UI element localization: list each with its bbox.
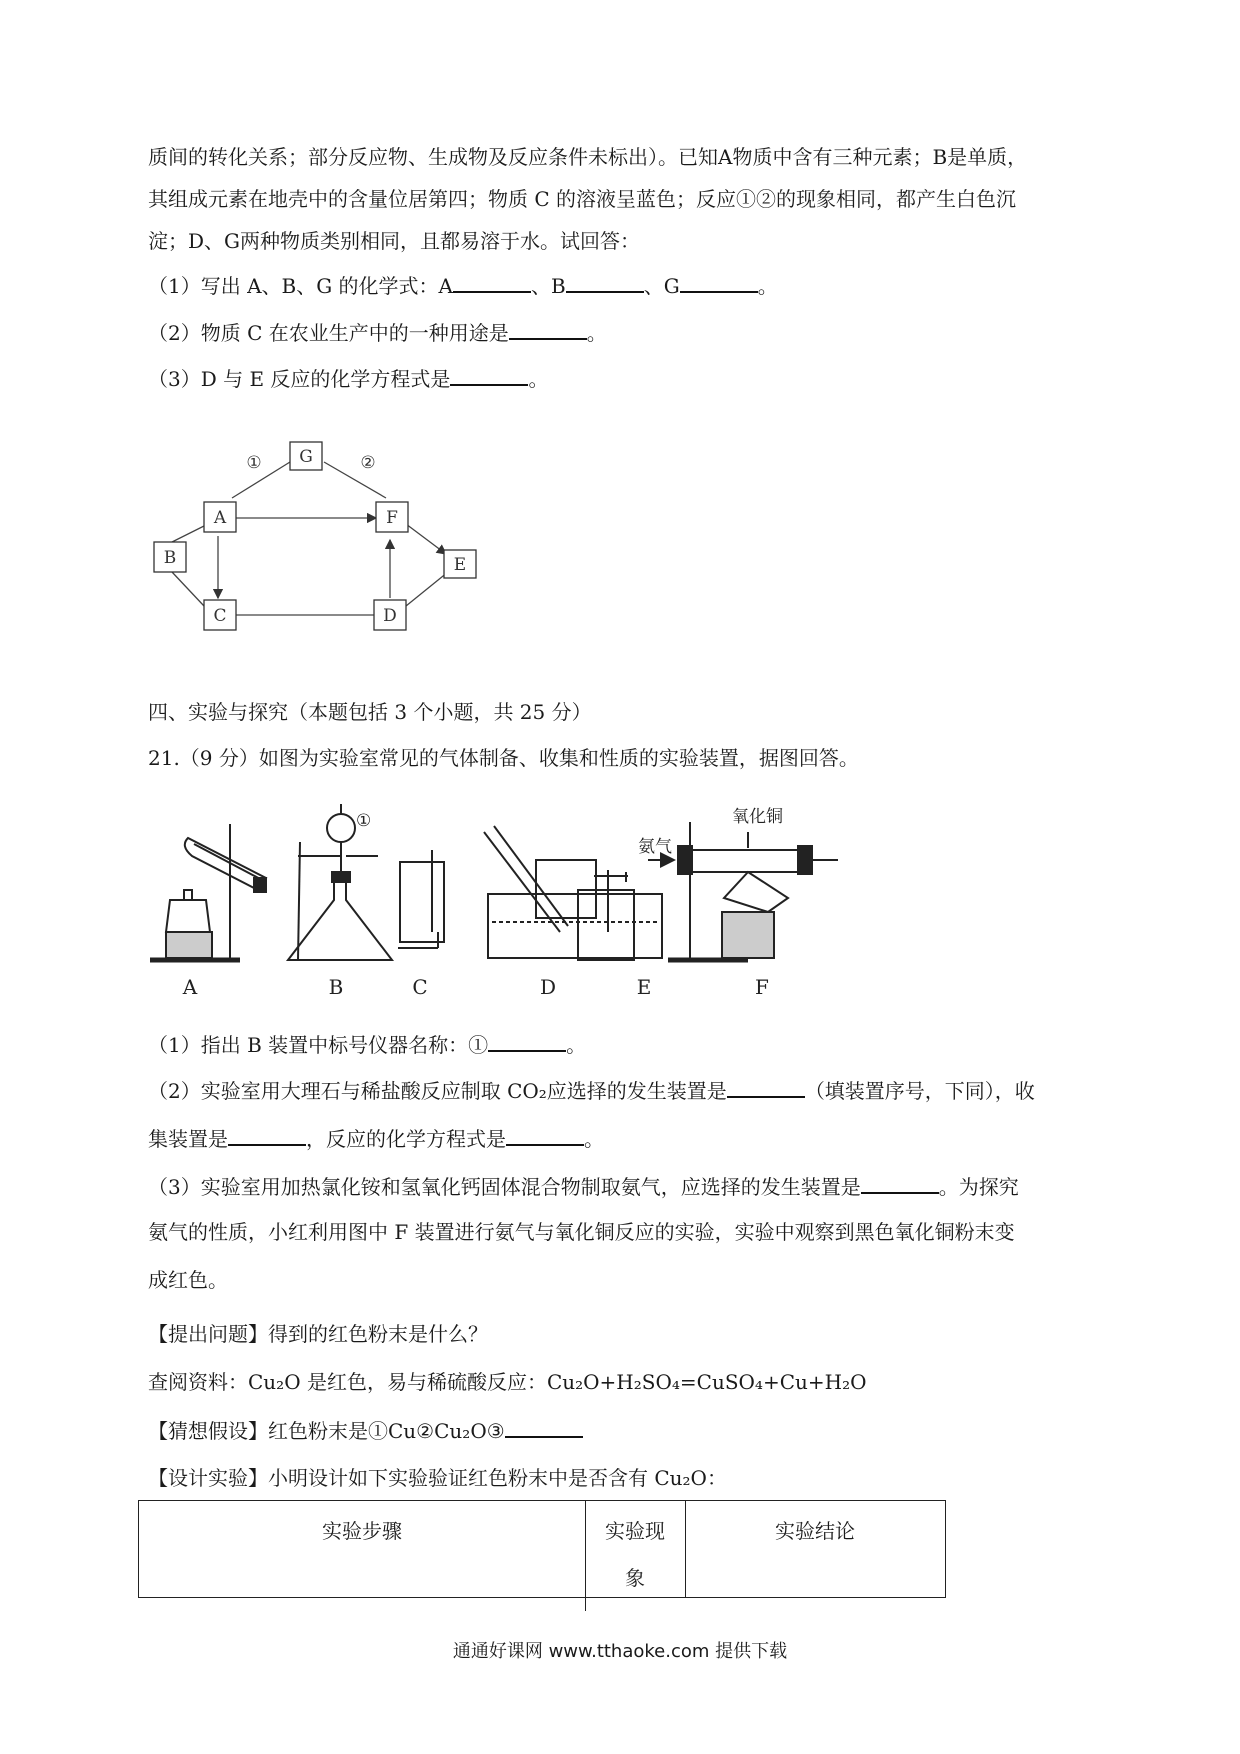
q20-part-1 [148,271,778,300]
raise-question: 【提出问题】得到的红色粉末是什么？ [148,1322,488,1346]
hypothesis [148,1416,583,1445]
node-e: E [453,555,467,575]
q21-p2-line2-end: 。 [584,1127,604,1151]
node-d: D [383,606,397,626]
node-c: C [213,606,227,626]
header-steps: 实验步骤 [139,1501,586,1611]
label-d: D [539,975,557,999]
answer-blank-a[interactable] [453,271,531,293]
q21-p2-line2-mid: ，反应的化学方程式是 [306,1127,506,1151]
q21-p2-prefix: （2）实验室用大理石与稀盐酸反应制取 CO₂应选择的发生装置是 [148,1079,727,1103]
q20-p2-end: 。 [586,321,607,345]
q21-part-3 [148,1172,1019,1201]
apparatus-figure [148,782,888,1002]
intro-line-2: 其组成元素在地壳中的含量位居第四；物质 C 的溶液呈蓝色；反应①②的现象相同，都产生白色沉 [148,187,1017,211]
gas-label: 氨气 [638,837,672,857]
conversion-diagram [150,440,480,650]
answer-blank-hypothesis[interactable] [505,1416,583,1438]
q21-part-2-line2 [148,1124,604,1153]
q21-p1-end: 。 [566,1033,587,1057]
q20-p1-sep1: 、B [531,274,566,298]
answer-blank-instrument[interactable] [488,1030,566,1052]
node-f: F [386,508,398,528]
answer-blank-generator[interactable] [727,1076,805,1098]
header-conclusion: 实验结论 [775,1519,855,1543]
label-f: F [755,975,769,999]
design-experiment: 【设计实验】小明设计如下实验验证红色粉末中是否含有 Cu₂O： [148,1466,727,1490]
label-a: A [182,975,198,999]
answer-blank-c-use[interactable] [509,318,587,340]
cuo-label: 氧化铜 [732,807,783,827]
q20-p3-prefix: （3）D 与 E 反应的化学方程式是 [148,367,451,391]
q21-part-1 [148,1030,586,1059]
q20-part-3 [148,364,548,393]
q21-p3-prefix: （3）实验室用加热氯化铵和氢氧化钙固体混合物制取氨气，应选择的发生装置是 [148,1175,861,1199]
q20-p1-sep2: 、G [643,274,680,298]
answer-blank-b[interactable] [566,271,644,293]
q21-part-3-line3: 成红色。 [148,1268,228,1292]
section-heading: 四、实验与探究（本题包括 3 个小题，共 25 分） [148,700,592,724]
label-c: C [412,975,428,999]
node-g: G [299,447,313,467]
q21-p3-mid: 。为探究 [938,1175,1019,1199]
answer-blank-co2-equation[interactable] [506,1124,584,1146]
answer-blank-ammonia-generator[interactable] [861,1172,939,1194]
label-e: E [636,975,652,999]
page-footer: 通通好课网 www.tthaoke.com 提供下载 [452,1641,788,1662]
funnel-marker: ① [356,811,372,831]
experiment-table [138,1500,946,1598]
header-phenomenon-line2: 象 [625,1566,645,1590]
q21-part-2 [148,1076,1035,1105]
answer-blank-collector[interactable] [228,1124,306,1146]
reaction-label-1: ① [246,453,262,473]
intro-line-1: 质间的转化关系；部分反应物、生成物及反应条件未标出）。已知A物质中含有三种元素；B是单质， [148,145,1028,169]
q20-p3-end: 。 [528,367,549,391]
q21-p1-prefix: （1）指出 B 装置中标号仪器名称：① [148,1033,489,1057]
answer-blank-g[interactable] [680,271,758,293]
q21-p2-line2-prefix: 集装置是 [148,1127,228,1151]
q20-p1-end: 。 [757,274,778,298]
reaction-label-2: ② [360,453,376,473]
header-phenomenon [585,1501,686,1597]
reference-info: 查阅资料：Cu₂O 是红色，易与稀硫酸反应：Cu₂O+H₂SO₄=CuSO₄+Cu+H₂O [148,1370,867,1394]
intro-line-3: 淀；D、G两种物质类别相同，且都易溶于水。试回答： [148,229,641,253]
hypothesis-text: 【猜想假设】红色粉末是①Cu②Cu₂O③ [148,1419,505,1443]
q20-p2-prefix: （2）物质 C 在农业生产中的一种用途是 [148,321,509,345]
q21-p2-mid: （填装置序号，下同），收 [804,1079,1035,1103]
node-a: A [213,508,227,528]
q20-p1-prefix: （1）写出 A、B、G 的化学式：A [148,274,453,298]
q21-part-3-line2: 氨气的性质，小红利用图中 F 装置进行氨气与氧化铜反应的实验，实验中观察到黑色氧化铜粉末变 [148,1220,1015,1244]
q20-part-2 [148,318,607,347]
answer-blank-equation[interactable] [450,364,528,386]
label-b: B [328,975,344,999]
q21-title: 21.（9 分）如图为实验室常见的气体制备、收集和性质的实验装置，据图回答。 [148,746,859,770]
node-b: B [163,548,177,568]
header-phenomenon-line1: 实验现 [605,1519,665,1543]
